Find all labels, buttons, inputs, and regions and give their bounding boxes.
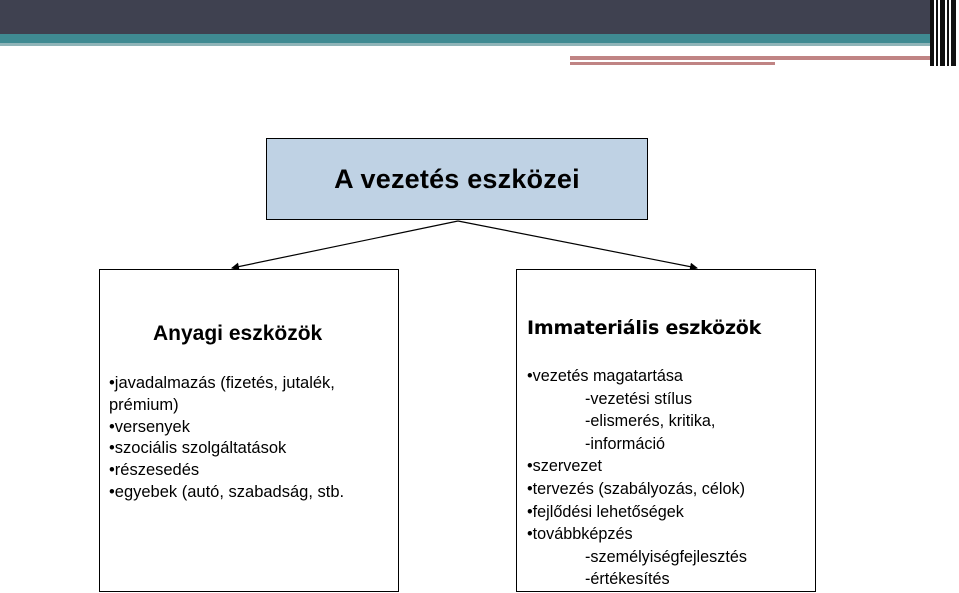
list-subitem: -információ xyxy=(585,434,666,453)
list-item: •javadalmazás (fizetés, jutalék, prémium) xyxy=(109,374,335,414)
intangible-tools-box xyxy=(516,269,816,592)
list-item: •részesedés xyxy=(109,461,200,480)
list-item: •szervezet xyxy=(527,457,602,476)
list-subitem: -elismerés, kritika, xyxy=(585,412,716,431)
list-item: •továbbképzés xyxy=(527,525,633,544)
diagram-title: A vezetés eszközei xyxy=(334,163,580,194)
list-item: •tervezés (szabályozás, célok) xyxy=(527,479,745,498)
intangible-tools-heading: Immateriális eszközök xyxy=(527,317,762,339)
title-box xyxy=(266,138,648,220)
list-item: •egyebek (autó, szabadság, stb. xyxy=(109,482,345,501)
arrow-to-left-box xyxy=(232,221,458,268)
list-item: •versenyek xyxy=(109,417,190,436)
material-tools-box xyxy=(99,269,399,592)
list-subitem: -értékesítés xyxy=(585,570,670,589)
list-item: •fejlődési lehetőségek xyxy=(527,502,684,521)
list-subitem: -vezetési stílus xyxy=(585,389,693,408)
arrow-to-right-box xyxy=(458,221,697,268)
list-item: •szociális szolgáltatások xyxy=(109,439,287,458)
material-tools-heading: Anyagi eszközök xyxy=(153,322,323,345)
list-item: •vezetés magatartása xyxy=(527,367,683,385)
intangible-tools-list xyxy=(527,365,812,591)
list-subitem: -személyiségfejlesztés xyxy=(585,547,747,566)
material-tools-list xyxy=(109,373,394,504)
